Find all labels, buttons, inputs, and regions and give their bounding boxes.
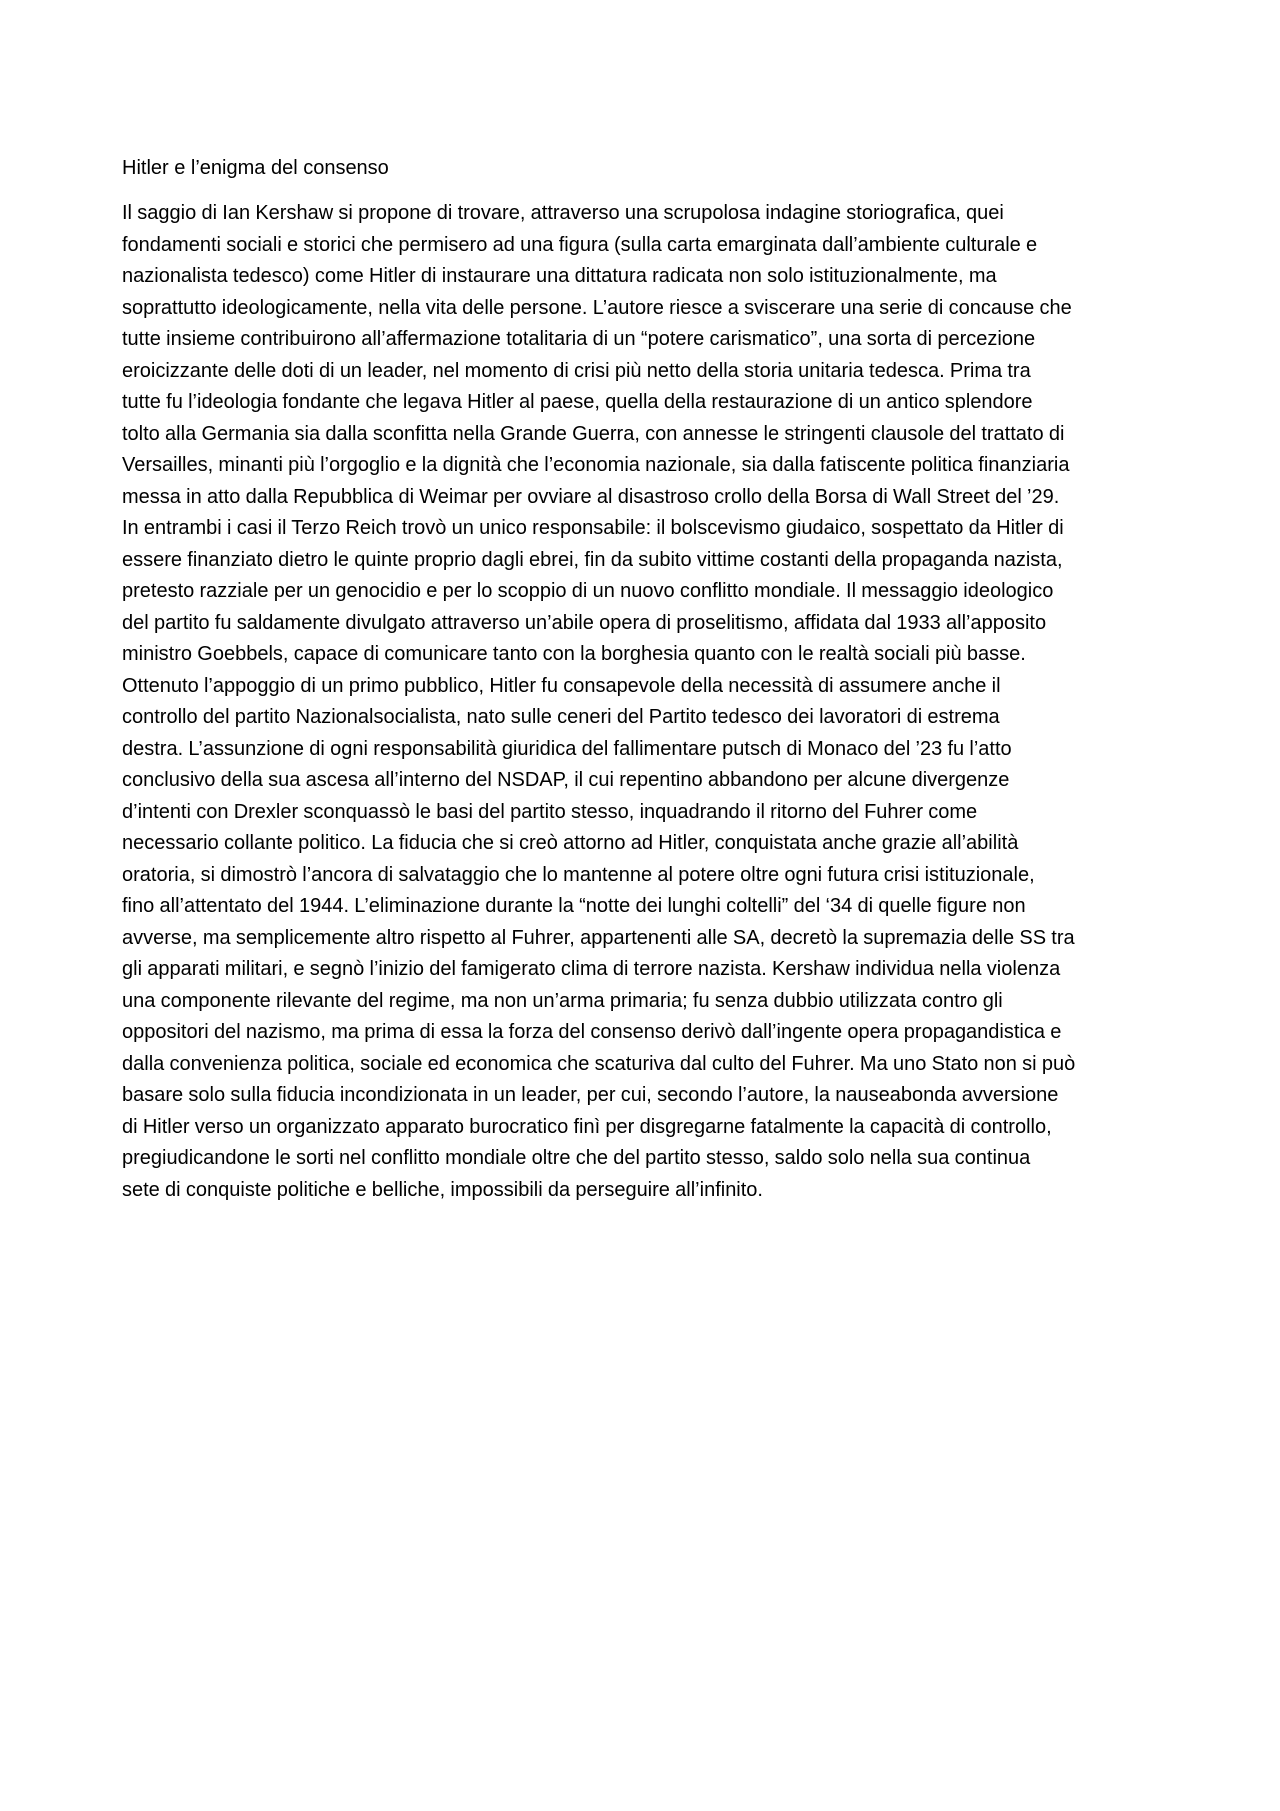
body-line: pretesto razziale per un genocidio e per lo scoppio di un nuovo conflitto mondiale. Il messaggio ideologico: [122, 580, 1054, 602]
body-line: gli apparati militari, e segnò l’inizio del famigerato clima di terrore nazista. Kershaw individua nella violenza: [122, 958, 1061, 980]
body-line: una componente rilevante del regime, ma non un’arma primaria; fu senza dubbio utilizzata contro gli: [122, 989, 1003, 1012]
body-line: Il saggio di Ian Kershaw si propone di trovare, attraverso una scrupolosa indagine storiografica, quei: [122, 202, 1004, 224]
body-line: controllo del partito Nazionalsocialista, nato sulle ceneri del Partito tedesco dei lavoratori di estrema: [122, 706, 1000, 728]
body-line: Versailles, minanti più l’orgoglio e la dignità che l’economia nazionale, sia dalla fatiscente politica finanziaria: [122, 454, 1070, 476]
body-line: conclusivo della sua ascesa all’interno del NSDAP, il cui repentino abbandono per alcune divergenze: [122, 769, 1010, 791]
document-title: Hitler e l’enigma del consenso: [122, 157, 389, 179]
body-line: dalla convenienza politica, sociale ed economica che scaturiva dal culto del Fuhrer. Ma uno Stato non si può: [122, 1052, 1076, 1075]
body-line: In entrambi i casi il Terzo Reich trovò un unico responsabile: il bolscevismo giudaico, sospettato da Hitler di: [122, 517, 1064, 539]
body-line: destra. L’assunzione di ogni responsabilità giuridica del fallimentare putsch di Monaco del ’23 fu l’atto: [122, 737, 1012, 760]
body-line: ministro Goebbels, capace di comunicare tanto con la borghesia quanto con le realtà sociali più basse.: [122, 643, 1026, 665]
body-line: sete di conquiste politiche e belliche, impossibili da perseguire all’infinito.: [122, 1178, 763, 1201]
body-line: d’intenti con Drexler sconquassò le basi del partito stesso, inquadrando il ritorno del Fuhrer come: [122, 800, 978, 823]
body-line: soprattutto ideologicamente, nella vita delle persone. L’autore riesce a sviscerare una serie di concause che: [122, 296, 1072, 319]
body-line: tutte insieme contribuirono all’affermazione totalitaria di un “potere carismatico”, una sorta di percezione: [122, 328, 1036, 350]
body-line: oratoria, si dimostrò l’ancora di salvataggio che lo mantenne al potere oltre ogni futura crisi istituzionale,: [122, 863, 1035, 886]
body-line: del partito fu saldamente divulgato attraverso un’abile opera di proselitismo, affidata dal 1933 all’apposito: [122, 611, 1047, 634]
body-line: pregiudicandone le sorti nel conflitto mondiale oltre che del partito stesso, saldo solo nella sua continua: [122, 1147, 1031, 1169]
body-line: oppositori del nazismo, ma prima di essa la forza del consenso derivò dall’ingente opera propagandistica e: [122, 1021, 1062, 1043]
body-line: fondamenti sociali e storici che permisero ad una figura (sulla carta emarginata dall’ambiente culturale e: [122, 233, 1038, 256]
document-body-paragraph: [122, 198, 1167, 1206]
body-line: fino all’attentato del 1944. L’eliminazione durante la “notte dei lunghi coltelli” del ‘34 di quelle figure non: [122, 895, 1026, 917]
body-line: essere finanziato dietro le quinte proprio dagli ebrei, fin da subito vittime costanti della propaganda nazista,: [122, 548, 1063, 571]
body-line: tolto alla Germania sia dalla sconfitta nella Grande Guerra, con annesse le stringenti clausole del trattato di: [122, 422, 1065, 445]
body-line: messa in atto dalla Repubblica di Weimar per ovviare al disastroso crollo della Borsa di Wall Street del ’29.: [122, 485, 1060, 508]
body-line: Ottenuto l’appoggio di un primo pubblico, Hitler fu consapevole della necessità di assumere anche il: [122, 674, 1001, 697]
body-line: avverse, ma semplicemente altro rispetto al Fuhrer, appartenenti alle SA, decretò la supremazia delle SS tra: [122, 926, 1075, 949]
body-line: nazionalista tedesco) come Hitler di instaurare una dittatura radicata non solo istituzionalmente, ma: [122, 265, 997, 287]
body-line: eroicizzante delle doti di un leader, nel momento di crisi più netto della storia unitaria tedesca. Prima tra: [122, 359, 1031, 382]
body-line: basare solo sulla fiducia incondizionata in un leader, per cui, secondo l’autore, la nauseabonda avversione: [122, 1084, 1059, 1106]
body-line: tutte fu l’ideologia fondante che legava Hitler al paese, quella della restaurazione di un antico splendore: [122, 391, 1033, 413]
body-line: necessario collante politico. La fiducia che si creò attorno ad Hitler, conquistata anche grazie all’abilità: [122, 832, 1019, 854]
document-page: [122, 152, 1167, 1206]
body-line: di Hitler verso un organizzato apparato burocratico finì per disgregarne fatalmente la capacità di controllo,: [122, 1115, 1052, 1138]
